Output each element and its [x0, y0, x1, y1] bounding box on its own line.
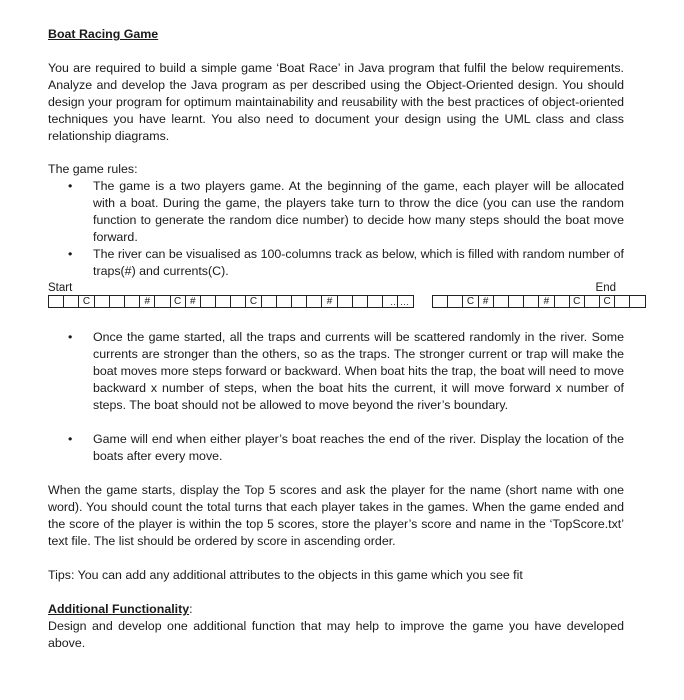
track-cells-left [48, 295, 414, 308]
track-cell [230, 295, 245, 308]
track-cell [523, 295, 538, 308]
rule-text: The river can be visualised as 100-columns track as below, which is filled with random number of traps(#) and currents(C). [93, 247, 624, 278]
track-cell [200, 295, 215, 308]
track-cell [614, 295, 629, 308]
additional-heading-colon: : [189, 602, 193, 616]
rule-item [48, 178, 624, 246]
track-end-label: End [595, 282, 616, 294]
track-cell [48, 295, 63, 308]
track-cell: # [321, 295, 336, 308]
track-ellipsis: …… [390, 297, 410, 307]
track-cell [584, 295, 599, 308]
rule-item [48, 246, 624, 280]
track-cell [94, 295, 109, 308]
river-track-diagram [48, 280, 624, 314]
additional-heading [48, 601, 624, 618]
track-cell: # [478, 295, 493, 308]
track-cell: C [462, 295, 477, 308]
track-cell [432, 295, 447, 308]
track-cell [367, 295, 382, 308]
track-cell: # [538, 295, 553, 308]
track-cell [337, 295, 352, 308]
track-cell [124, 295, 139, 308]
document-title: Boat Racing Game [48, 27, 159, 41]
additional-heading-text: Additional Functionality [48, 602, 190, 616]
track-cell [629, 295, 645, 308]
track-cell [154, 295, 169, 308]
rule-text: Game will end when either player’s boat reaches the end of the river. Display the location of the boats after every move. [93, 432, 624, 463]
bullet-icon: • [68, 247, 73, 261]
track-cell [215, 295, 230, 308]
additional-paragraph: Design and develop one additional function that may help to improve the game you have developed above. [48, 619, 624, 650]
track-cell: C [245, 295, 260, 308]
track-cell [63, 295, 78, 308]
rules-list [48, 178, 624, 280]
rules-list-continued [48, 329, 624, 465]
bullet-icon: • [68, 179, 73, 193]
rule-text: Once the game started, all the traps and currents will be scattered randomly in the river. Some currents are stronger than the others, so as the traps. The stronger current or trap will make the boat moves more steps forward or backward. When boat hits the trap, the boat will need to move backward x number of steps, when the boat hits the current, it will move forward x number of steps. The boat should not be allowed to move beyond the river’s boundary. [93, 330, 624, 412]
track-cell: C [78, 295, 93, 308]
track-cell: # [185, 295, 200, 308]
track-cell [306, 295, 321, 308]
track-cell [291, 295, 306, 308]
track-cell [109, 295, 124, 308]
rule-item [48, 431, 624, 465]
track-cell [554, 295, 569, 308]
rules-heading: The game rules: [48, 162, 138, 176]
rule-item [48, 329, 624, 414]
bullet-icon: • [68, 432, 73, 446]
top-scores-paragraph: When the game starts, display the Top 5 scores and ask the player for the name (short name with one word). You should count the total turns that each player takes in the games. When the game ended and the score of the player is within the top 5 scores, store the player’s score and name in the ‘TopScore.txt’ text file. The list should be ordered by score in ascending order. [48, 483, 624, 548]
intro-paragraph: You are required to build a simple game ‘Boat Race’ in Java program that fulfil the below requirements. Analyze and develop the Java program as per described using the Object-Oriented design. You should design your program for optimum maintainability and reusability with the best practices of object-oriented techniques you have learnt. You also need to document your design using the UML class and class relationship diagrams. [48, 61, 624, 143]
track-cell [508, 295, 523, 308]
track-cell: # [139, 295, 154, 308]
track-cell [352, 295, 367, 308]
bullet-icon: • [68, 330, 73, 344]
track-cell: C [599, 295, 614, 308]
track-cells-right [432, 295, 646, 308]
track-start-label: Start [48, 282, 73, 294]
tips-paragraph: Tips: You can add any additional attributes to the objects in this game which you see fit [48, 568, 523, 582]
rule-text: The game is a two players game. At the beginning of the game, each player will be allocated with a boat. During the game, the players take turn to throw the dice (you can use the random function to generate the random dice number) to decide how many steps should the boat move forward. [93, 179, 624, 244]
document-page [48, 26, 624, 652]
track-cell [276, 295, 291, 308]
track-cell: C [569, 295, 584, 308]
track-cell [493, 295, 508, 308]
track-cell [261, 295, 276, 308]
track-cell: C [170, 295, 185, 308]
track-cell [447, 295, 462, 308]
